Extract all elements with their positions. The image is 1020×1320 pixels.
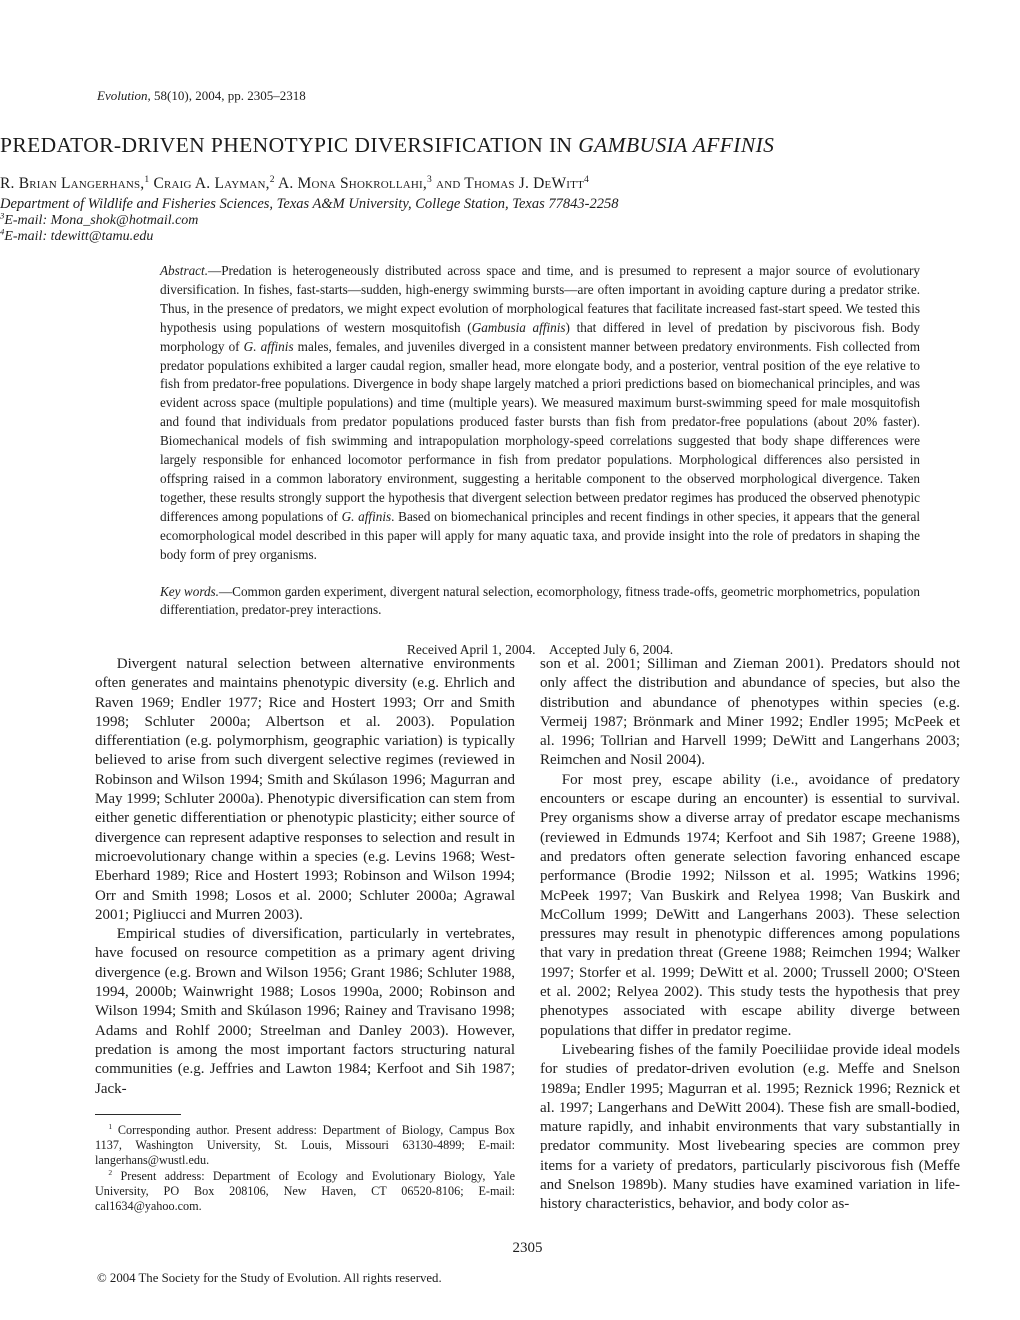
authors-line: R. Brian Langerhans,$^1$ Craig A. Layman,$^2$ A. Mona Shokrollahi,$^3$ and Thomas J. DeWitt$^4$: [0, 173, 589, 192]
footnote-corresponding-author: $^1$ Corresponding author. Present address: Department of Biology, Campus Box 1137, Washington University, St. Louis, Missouri 63130-4899; E-mail: langerhans@wustl.edu.: [95, 1121, 515, 1168]
footnote-divider: [95, 1114, 181, 1115]
article-title: PREDATOR-DRIVEN PHENOTYPIC DIVERSIFICATION IN GAMBUSIA AFFINIS: [0, 133, 775, 157]
left-column: [95, 655, 515, 1215]
page-number: 2305: [512, 1240, 543, 1256]
abstract-text: Abstract.—Predation is heterogeneously distributed across space and time, and is presumed to represent a major source of evolutionary diversification. In fishes, fast-starts—sudden, high-energy swimming bursts—are often important in avoiding capture during a predator strike. Thus, in the presence of predators, we might expect evolution of morphological features that facilitate increased fast-start speed. We tested this hypothesis using populations of western mosquitofish (Gambusia affinis) that differed in level of predation by piscivorous fish. Body morphology of G. affinis males, females, and juveniles diverged in a consistent manner between predatory environments. Fish collected from predator populations exhibited a larger caudal region, smaller head, more elongate body, and a posterior, ventral position of the eye relative to fish from predator-free populations. Divergence in body shape largely matched a priori predictions based on biomechanical principles, and was evident across space (multiple populations) and time (multiple years). We measured maximum burst-swimming speed for male mosquitofish and found that individuals from predator populations produced faster bursts than fish from predator-free populations (about 20% faster). Biomechanical models of fish swimming and intrapopulation morphology-speed correlations suggested that body shape differences were largely responsible for enhanced locomotor performance in fish from predator populations. Morphological differences also persisted in offspring raised in a common laboratory environment, suggesting a heritable component to the observed morphological divergence. Taken together, these results strongly support the hypothesis that divergent selection between predator regimes has produced the observed phenotypic differences among populations of G. affinis. Based on biomechanical principles and recent findings in other species, it appears that the general ecomorphological model described in this paper will apply for many aquatic taxa, and provide insight into the role of predators in shaping the body form of prey organisms.: [160, 263, 921, 562]
email-line-dewitt: $^4$E-mail: tdewitt@tamu.edu: [0, 226, 154, 244]
affiliation-line: Department of Wildlife and Fisheries Sciences, Texas A&M University, College Station, Texas 77843-2258: [0, 196, 619, 212]
copyright-line: © 2004 The Society for the Study of Evolution. All rights reserved.: [97, 1271, 442, 1285]
body-paragraph: Divergent natural selection between alternative environments often generates and maintains phenotypic diversity (e.g. Ehrlich and Raven 1969; Endler 1977; Rice and Hostert 1993; Orr and Smith 1998; Schluter 2000a; Albertson et al. 2003). Population differentiation (e.g. polymorphism, geographic variation) is typically believed to arise from such divergent selective regimes (reviewed in Robinson and Wilson 1994; Smith and Skúlason 1996; Magurran and May 1999; Schluter 2000a). Phenotypic diversification can stem from either genetic differentiation or phenotypic plasticity; either source of divergence can represent adaptive responses to selection and result in microevolutionary change within a species (e.g. Levins 1968; West-Eberhard 1989; Rice and Hostert 1993; Robinson and Wilson 1994; Orr and Smith 1998; Losos et al. 2000; Schluter 2000a; Agrawal 2001; Pigliucci and Murren 2003).: [95, 656, 515, 923]
abstract-section: [160, 262, 920, 658]
body-paragraph: son et al. 2001; Silliman and Zieman 2001). Predators should not only affect the distribution and abundance of species, but also the distribution and abundance of phenotypes within species (e.g. Vermeij 1987; Brönmark and Miner 1992; Endler 1995; McPeek et al. 1996; Tollrian and Harvell 1999; DeWitt and Langerhans 2003; Reimchen and Nosil 2004).: [540, 656, 960, 769]
body-paragraph: Empirical studies of diversification, particularly in vertebrates, have focused on resource competition as a primary agent driving divergence (e.g. Brown and Wilson 1956; Grant 1986; Schluter 1988, 1994, 2000b; Wainwright 1988; Losos 1990a, 2000; Robinson and Wilson 1994; Smith and Skúlason 1996; Rainey and Travisano 1998; Adams and Rohlf 2000; Streelman and Danley 2003). However, predation is among the most important factors structuring natural communities (e.g. Jeffries and Lawton 1984; Kerfoot and Sih 1987; Jack-: [95, 926, 515, 1097]
body-paragraph: Livebearing fishes of the family Poeciliidae provide ideal models for studies of predator-driven evolution (e.g. Meffe and Snelson 1989a; Endler 1995; Magurran et al. 1995; Reznick 1996; Reznick et al. 1997; Langerhans and DeWitt 2004). These fish are small-bodied, mature rapidly, and inhabit environments that vary substantially in predator community. Most livebearing species are common prey items for a variety of predators, particularly piscivorous fish (Meffe and Snelson 1989b). Many studies have examined variation in life-history characteristics, behavior, and body color as-: [540, 1041, 960, 1213]
body-paragraph: For most prey, escape ability (i.e., avoidance of predatory encounters or escape during an encounter) is essential to survival. Prey organisms show a diverse array of predator escape mechanisms (reviewed in Edmunds 1974; Kerfoot and Sih 1987; Greene 1988), and predators often generate selection favoring enhanced escape performance (Brodie 1992; Nilsson et al. 1995; Watkins 1996; McPeek 1997; Van Buskirk and Relyea 1998; Van Buskirk and McCollum 1999; DeWitt and Langerhans 2003). These selection pressures may result in phenotypic differences among populations that vary in predation threat (Greene 1988; Reimchen 1994; Walker 1997; Storfer et al. 1999; DeWitt et al. 2000; Trussell 2000; O'Steen et al. 2002; Relyea 2002). This study tests the hypothesis that prey phenotypes associated with escape ability diverge between populations that differ in predator regime.: [540, 771, 960, 1039]
received-accepted-line: Received April 1, 2004. Accepted July 6, 2004.: [406, 642, 674, 658]
keywords-text: Key words.—Common garden experiment, divergent natural selection, ecomorphology, fitness trade-offs, geometric morphometrics, population differentiation, predator-prey interactions.: [160, 583, 920, 618]
journal-citation: Evolution, 58(10), 2004, pp. 2305–2318: [97, 88, 306, 103]
article-body: [95, 655, 960, 1215]
email-line-shokrollahi: $^3$E-mail: Mona_shok@hotmail.com: [0, 210, 199, 228]
right-column: [540, 655, 960, 1215]
footnote-present-address: $^2$ Present address: Department of Ecology and Evolutionary Biology, Yale University, PO Box 208106, New Haven, CT 06520-8106; E-mail: cal1634@yahoo.com.: [95, 1167, 515, 1214]
